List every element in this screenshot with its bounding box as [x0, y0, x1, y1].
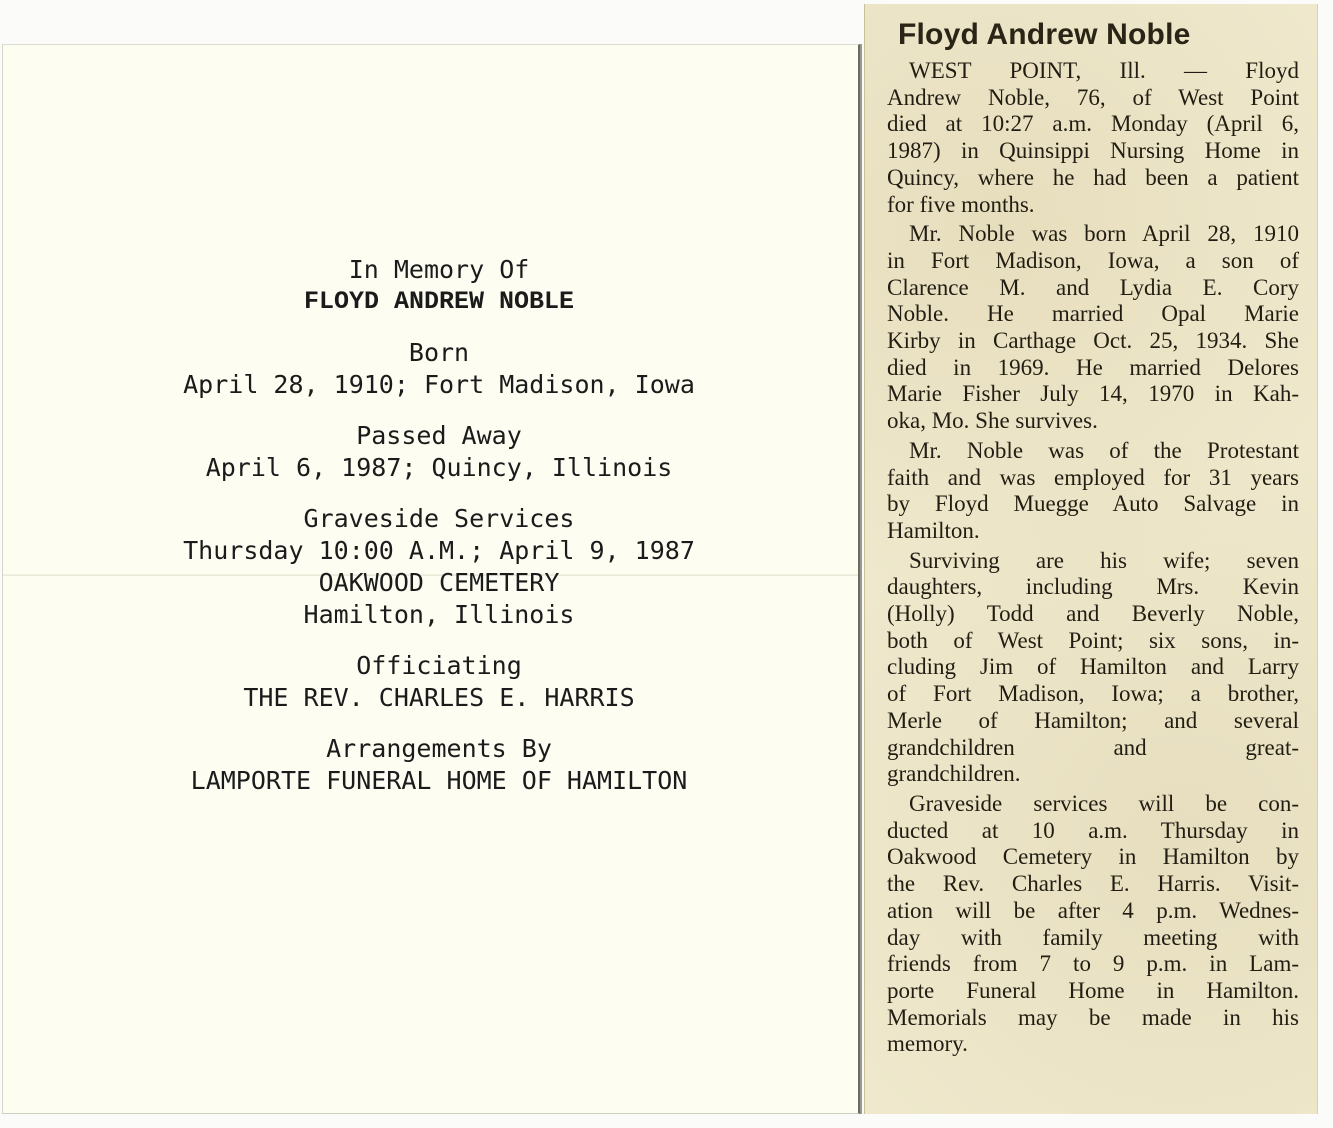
card-group-officiating [0, 650, 878, 714]
obituary-body [887, 58, 1299, 1061]
obituary-line: by Floyd Muegge Auto Salvage in [887, 491, 1299, 517]
card-line-in-memory-of: In Memory Of [348, 255, 530, 284]
card-label-passed-away: Passed Away [356, 421, 522, 450]
card-label-graveside-services: Graveside Services [303, 504, 575, 533]
card-service-datetime: Thursday 10:00 A.M.; April 9, 1987 [183, 536, 695, 565]
obituary-line: Graveside services will be con- [909, 790, 1299, 816]
obituary-line: Oakwood Cemetery in Hamilton by [887, 844, 1299, 870]
obituary-paragraph [887, 438, 1299, 545]
card-group-arrangements [0, 733, 878, 797]
obituary-line: both of West Point; six sons, in- [887, 627, 1299, 653]
obituary-line: 1987) in Quinsippi Nursing Home in [887, 138, 1299, 164]
deceased-name: FLOYD ANDREW NOBLE [303, 287, 575, 316]
card-group-services [0, 503, 878, 631]
obituary-line: in Fort Madison, Iowa, a son of [887, 247, 1299, 273]
obituary-line: died at 10:27 a.m. Monday (April 6, [887, 111, 1299, 137]
obituary-line: Marie Fisher July 14, 1970 in Kah- [887, 381, 1299, 407]
obituary-line: Andrew Noble, 76, of West Point [887, 84, 1299, 110]
obituary-line: grandchildren. [887, 761, 1021, 787]
obituary-line: WEST POINT, Ill. — Floyd [909, 58, 1299, 83]
obituary-line: of Fort Madison, Iowa; a brother, [887, 681, 1299, 707]
obituary-line: cluding Jim of Hamilton and Larry [887, 654, 1299, 680]
obituary-line: the Rev. Charles E. Harris. Visit- [887, 871, 1299, 897]
card-birth-details: April 28, 1910; Fort Madison, Iowa [183, 370, 695, 399]
obituary-line: porte Funeral Home in Hamilton. [887, 977, 1299, 1003]
obituary-line: day with family meeting with [887, 924, 1299, 950]
card-label-arrangements-by: Arrangements By [326, 734, 552, 763]
obituary-line: Mr. Noble was of the Protestant [909, 437, 1299, 463]
obituary-line: died in 1969. He married Delores [887, 354, 1299, 380]
card-death-details: April 6, 1987; Quincy, Illinois [205, 453, 673, 482]
obituary-line: Merle of Hamilton; and several [887, 707, 1299, 733]
card-officiant: THE REV. CHARLES E. HARRIS [243, 683, 635, 712]
card-group-born [0, 337, 878, 401]
obituary-paragraph [887, 548, 1299, 788]
memorial-card-text [0, 254, 878, 797]
obituary-paragraph [887, 221, 1299, 435]
obituary-line: Memorials may be made in his [887, 1004, 1299, 1030]
card-group-passed-away [0, 420, 878, 484]
obituary-line: ation will be after 4 p.m. Wednes- [887, 897, 1299, 923]
card-label-born: Born [408, 338, 470, 367]
obituary-line: daughters, including Mrs. Kevin [887, 574, 1299, 600]
obituary-line: Kirby in Carthage Oct. 25, 1934. She [887, 328, 1299, 354]
obituary-line: (Holly) Todd and Beverly Noble, [887, 601, 1299, 627]
obituary-clipping [864, 4, 1318, 1114]
card-group-memory [0, 254, 878, 318]
obituary-line: faith and was employed for 31 years [887, 464, 1299, 490]
obituary-line: memory. [887, 1031, 968, 1057]
obituary-line: oka, Mo. She survives. [887, 408, 1098, 434]
obituary-line: friends from 7 to 9 p.m. in Lam- [887, 951, 1299, 977]
obituary-line: for five months. [887, 191, 1035, 217]
obituary-line: Clarence M. and Lydia E. Cory [887, 274, 1299, 300]
card-cemetery-location: Hamilton, Illinois [303, 600, 575, 629]
obituary-headline: Floyd Andrew Noble [898, 18, 1191, 51]
obituary-line: grandchildren and great- [887, 734, 1299, 760]
obituary-line: ducted at 10 a.m. Thursday in [887, 817, 1299, 843]
obituary-line: Hamilton. [887, 517, 980, 543]
obituary-line: Noble. He married Opal Marie [887, 301, 1299, 327]
obituary-paragraph [887, 791, 1299, 1058]
card-label-officiating: Officiating [356, 651, 522, 680]
obituary-line: Quincy, where he had been a patient [887, 164, 1299, 190]
obituary-line: Surviving are his wife; seven [909, 547, 1299, 573]
obituary-paragraph [887, 58, 1299, 218]
card-cemetery-name: OAKWOOD CEMETERY [318, 568, 560, 597]
card-funeral-home: LAMPORTE FUNERAL HOME OF HAMILTON [190, 766, 688, 795]
obituary-line: Mr. Noble was born April 28, 1910 [909, 221, 1299, 247]
